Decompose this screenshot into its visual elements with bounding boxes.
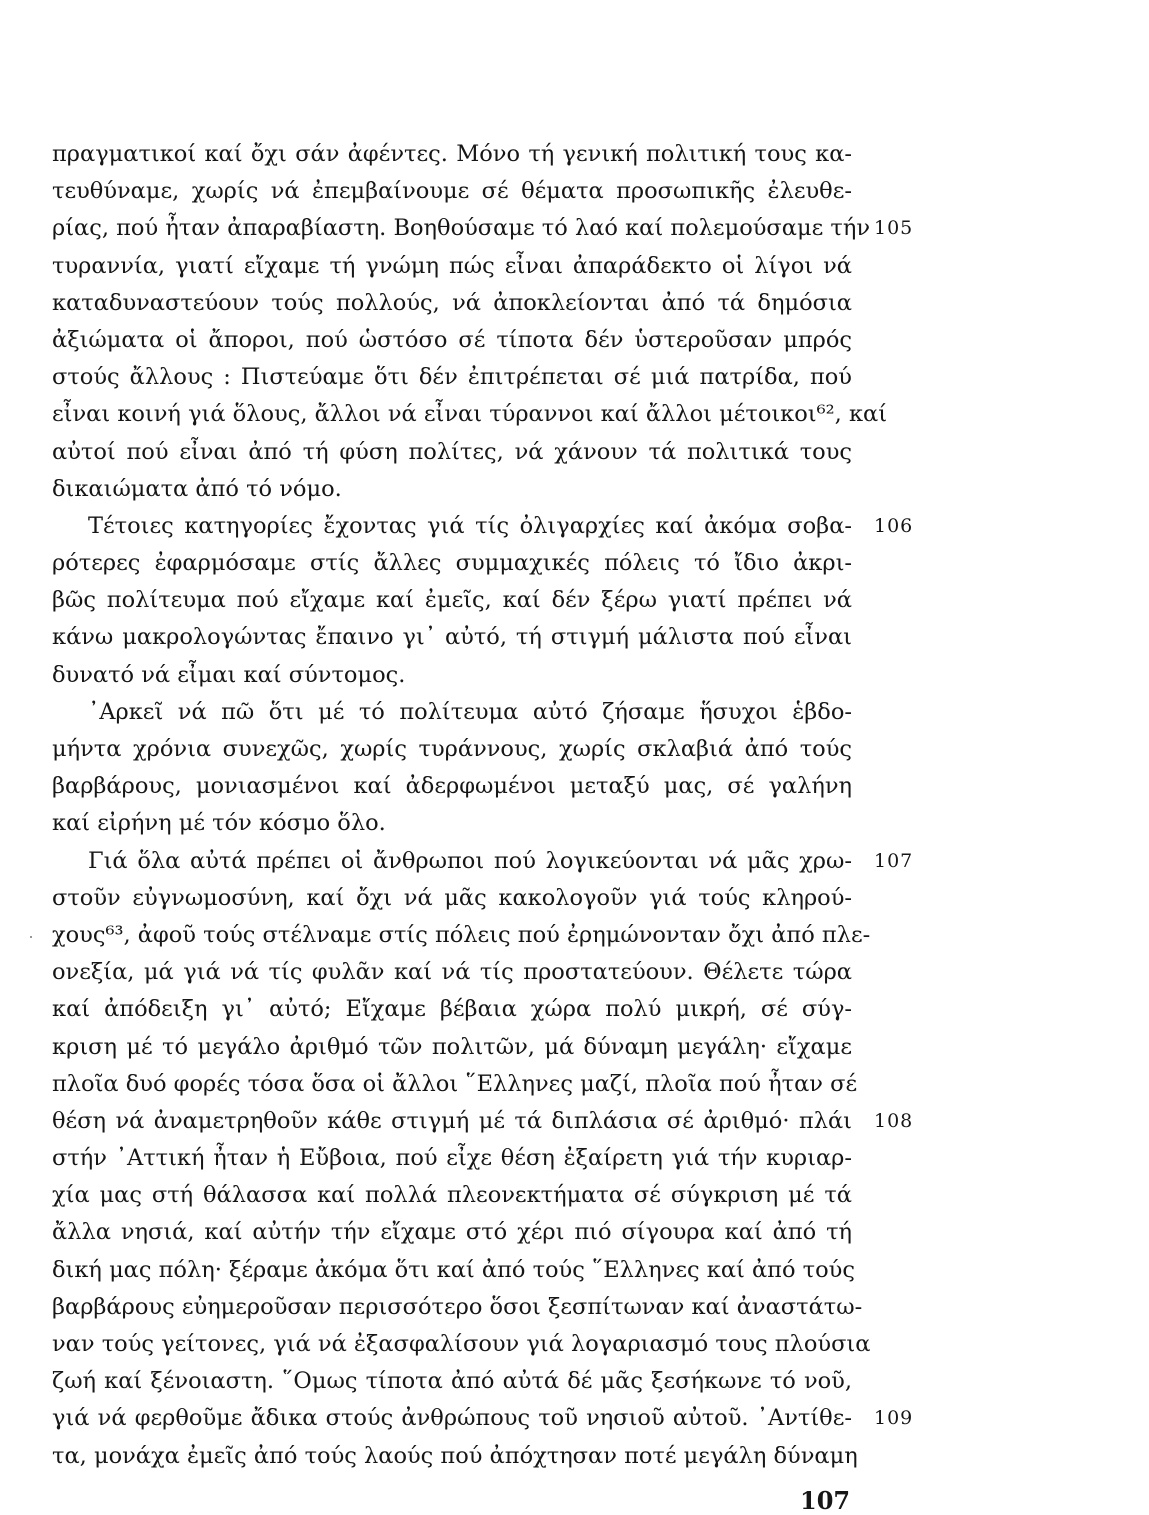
- line-text: χους⁶³, ἀφοῦ τούς στέλναμε στίς πόλεις πού ἐρημώνονταν ὄχι ἀπό πλε-: [52, 921, 871, 948]
- text-line: [52, 1363, 852, 1400]
- text-line: [52, 1177, 852, 1214]
- line-text: ζωή καί ξένοιαστη. ῞Ομως τίποτα ἀπό αὐτά δέ μᾶς ξεσήκωνε τό νοῦ,: [52, 1368, 852, 1395]
- line-text: εἶναι κοινή γιά ὅλους, ἄλλοι νά εἶναι τύραννοι καί ἄλλοι μέτοικοι⁶², καί: [52, 401, 888, 428]
- text-line: [52, 768, 852, 805]
- line-text: πλοῖα δυό φορές τόσα ὅσα οἱ ἄλλοι ῞Ελληνες μαζί, πλοῖα πού ἦταν σέ: [52, 1070, 858, 1097]
- text-line: [52, 917, 871, 954]
- text-line: [52, 248, 852, 285]
- line-text: μήντα χρόνια συνεχῶς, χωρίς τυράννους, χωρίς σκλαβιά ἀπό τούς: [52, 736, 852, 762]
- body-text: [52, 136, 914, 1475]
- line-text: στούς ἄλλους : Πιστεύαμε ὅτι δέν ἐπιτρέπεται σέ μιά πατρίδα, πού: [52, 364, 852, 391]
- line-text: βαρβάρους, μονιασμένοι καί ἀδερφωμένοι μεταξύ μας, σέ γαλήνη: [52, 773, 852, 800]
- text-line: [52, 1438, 858, 1475]
- text-line: [52, 545, 852, 582]
- line-text: πραγματικοί καί ὄχι σάν ἀφέντες. Μόνο τή γενική πολιτική τους κα-: [52, 141, 852, 167]
- line-text: ᾿Αρκεῖ νά πῶ ὅτι μέ τό πολίτευμα αὐτό ζήσαμε ἥσυχοι ἑβδο-: [88, 698, 852, 725]
- margin-section-number: 108: [874, 1109, 914, 1132]
- line-text: Τέτοιες κατηγορίες ἔχοντας γιά τίς ὀλιγαρχίες καί ἀκόμα σοβα-: [88, 512, 852, 539]
- line-text: ονεξία, μά γιά νά τίς φυλᾶν καί νά τίς προστατεύουν. Θέλετε τώρα: [52, 959, 852, 986]
- line-text: χία μας στή θάλασσα καί πολλά πλεονεκτήματα σέ σύγκριση μέ τά: [52, 1182, 852, 1209]
- text-line: [52, 880, 852, 917]
- text-line: [52, 471, 852, 508]
- line-text: αὐτοί πού εἶναι ἀπό τή φύση πολίτες, νά χάνουν τά πολιτικά τους: [52, 438, 852, 465]
- text-line: [52, 805, 852, 842]
- text-line: [52, 731, 852, 768]
- line-text: καί ἀπόδειξη γι᾿ αὐτό; Εἴχαμε βέβαια χώρα πολύ μικρή, σέ σύγ-: [52, 996, 852, 1023]
- line-text: τευθύναμε, χωρίς νά ἐπεμβαίνουμε σέ θέματα προσωπικῆς ἐλευθε-: [52, 178, 852, 205]
- margin-section-number: 105: [874, 217, 914, 240]
- line-text: καί εἰρήνη μέ τόν κόσμο ὅλο.: [52, 810, 386, 837]
- text-line: [52, 1289, 863, 1326]
- text-line: [52, 1214, 852, 1251]
- text-line: [52, 322, 852, 359]
- text-line: [52, 136, 852, 173]
- text-line: [52, 173, 852, 210]
- line-text: τυραννία, γιατί εἴχαμε τή γνώμη πώς εἶναι ἀπαράδεκτο οἱ λίγοι νά: [52, 252, 852, 279]
- text-line: [52, 657, 852, 694]
- text-line: [52, 396, 888, 433]
- text-line: [52, 843, 914, 880]
- text-line: [52, 991, 852, 1028]
- margin-section-number: 107: [874, 849, 914, 872]
- line-text: δυνατό νά εἶμαι καί σύντομος.: [52, 661, 406, 688]
- text-line: [52, 694, 852, 731]
- line-text: βῶς πολίτευμα πού εἴχαμε καί ἐμεῖς, καί δέν ξέρω γιατί πρέπει νά: [52, 587, 852, 614]
- margin-section-number: 109: [874, 1407, 914, 1430]
- line-text: γιά νά φερθοῦμε ἄδικα στούς ἀνθρώπους τοῦ νησιοῦ αὐτοῦ. ᾿Αντίθε-: [52, 1405, 852, 1432]
- line-text: κάνω μακρολογώντας ἔπαινο γι᾿ αὐτό, τή στιγμή μάλιστα πού εἶναι: [52, 624, 852, 651]
- line-text: τα, μονάχα ἐμεῖς ἀπό τούς λαούς πού ἀπόχτησαν ποτέ μεγάλη δύναμη: [52, 1442, 858, 1469]
- line-text: βαρβάρους εὐημεροῦσαν περισσότερο ὅσοι ξεσπίτωναν καί ἀναστάτω-: [52, 1293, 863, 1320]
- line-text: στήν ᾿Αττική ἦταν ἡ Εὔβοια, πού εἶχε θέση ἐξαίρετη γιά τήν κυριαρ-: [52, 1145, 852, 1172]
- line-text: ναν τούς γείτονες, γιά νά ἐξασφαλίσουν γιά λογαριασμό τους πλούσια: [52, 1331, 871, 1357]
- text-line: [52, 359, 852, 396]
- line-text: στοῦν εὐγνωμοσύνη, καί ὄχι νά μᾶς κακολογοῦν γιά τούς κληρού-: [52, 884, 852, 911]
- line-text: ρότερες ἐφαρμόσαμε στίς ἄλλες συμμαχικές πόλεις τό ἴδιο ἀκρι-: [52, 550, 852, 577]
- text-line: [52, 508, 914, 545]
- line-text: δικαιώματα ἀπό τό νόμο.: [52, 475, 342, 502]
- text-line: [52, 1252, 855, 1289]
- text-line: [52, 582, 852, 619]
- text-line: [52, 1103, 914, 1140]
- text-line: [52, 1029, 852, 1066]
- line-text: κριση μέ τό μεγάλο ἀριθμό τῶν πολιτῶν, μά δύναμη μεγάλη· εἴχαμε: [52, 1033, 852, 1060]
- line-text: δική μας πόλη· ξέραμε ἀκόμα ὅτι καί ἀπό τούς ῞Ελληνες καί ἀπό τούς: [52, 1256, 855, 1283]
- text-line: [52, 210, 914, 247]
- line-text: θέση νά ἀναμετρηθοῦν κάθε στιγμή μέ τά διπλάσια σέ ἀριθμό· πλάι: [52, 1107, 852, 1134]
- text-line: [52, 434, 852, 471]
- text-line: [52, 1400, 914, 1437]
- line-text: ρίας, πού ἦταν ἀπαραβίαστη. Βοηθούσαμε τό λαό καί πολεμούσαμε τήν: [52, 215, 871, 242]
- text-line: [52, 1140, 852, 1177]
- text-line: [52, 954, 852, 991]
- margin-section-number: 106: [874, 514, 914, 537]
- text-line: [52, 1066, 858, 1103]
- line-text: καταδυναστεύουν τούς πολλούς, νά ἀποκλείονται ἀπό τά δημόσια: [52, 289, 852, 316]
- line-text: Γιά ὅλα αὐτά πρέπει οἱ ἄνθρωποι πού λογικεύονται νά μᾶς χρω-: [88, 847, 852, 874]
- scan-speck: [30, 936, 32, 938]
- text-line: [52, 1326, 871, 1363]
- line-text: ἀξιώματα οἱ ἄποροι, πού ὡστόσο σέ τίποτα δέν ὑστεροῦσαν μπρός: [52, 326, 852, 353]
- line-text: ἄλλα νησιά, καί αὐτήν τήν εἴχαμε στό χέρι πιό σίγουρα καί ἀπό τή: [52, 1219, 852, 1246]
- text-line: [52, 619, 852, 656]
- text-line: [52, 285, 852, 322]
- page-number: 107: [800, 1486, 851, 1515]
